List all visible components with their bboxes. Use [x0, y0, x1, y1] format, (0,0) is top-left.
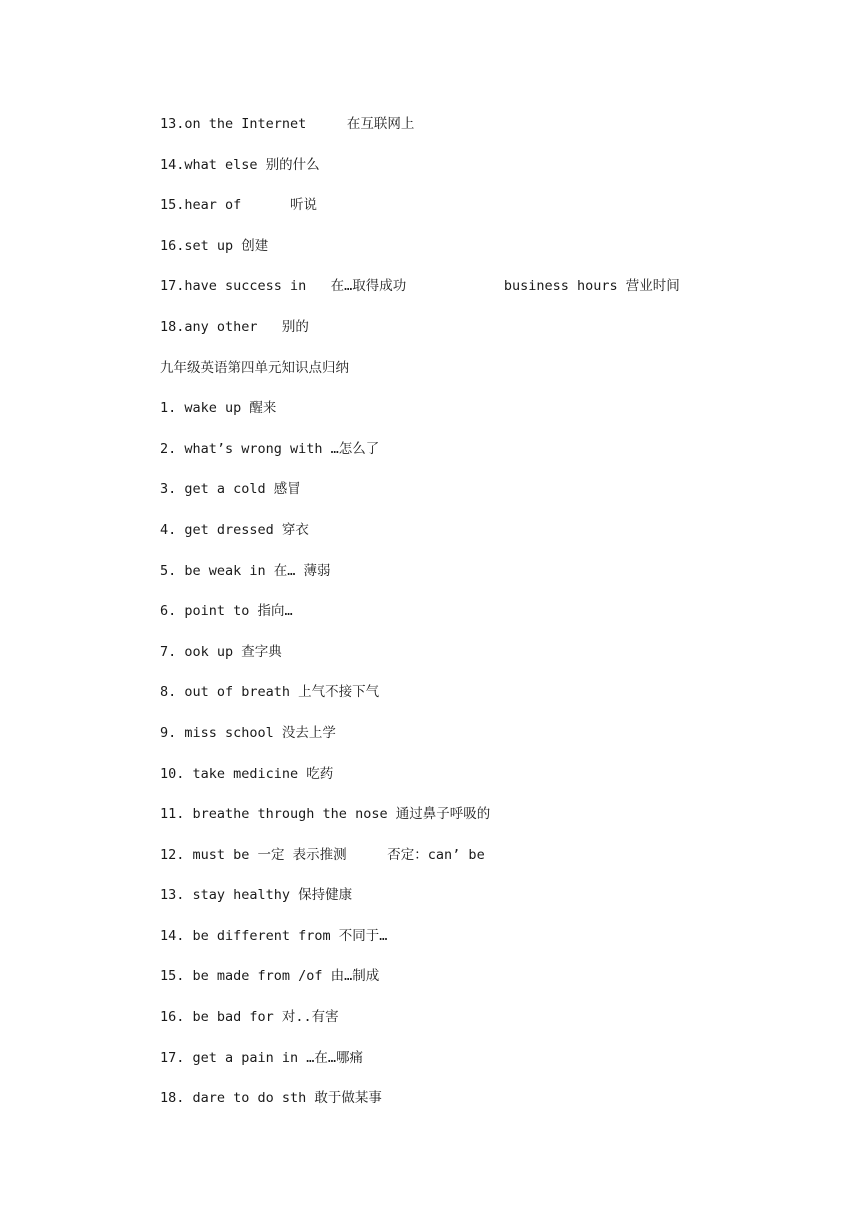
section-heading: 九年级英语第四单元知识点归纳: [160, 359, 349, 376]
list-item: 8. out of breath 上气不接下气: [160, 684, 380, 701]
list-item: 5. be weak in 在… 薄弱: [160, 562, 331, 579]
list-item: 6. point to 指向…: [160, 603, 293, 620]
list-item: 14.what else 别的什么: [160, 156, 320, 173]
list-item: 10. take medicine 吃药: [160, 765, 334, 782]
list-item: 2. what’s wrong with …怎么了: [160, 440, 380, 457]
list-item: 17. get a pain in …在…哪痛: [160, 1049, 364, 1066]
list-item: 18. dare to do sth 敢于做某事: [160, 1090, 382, 1107]
list-item: 13. stay healthy 保持健康: [160, 887, 353, 904]
list-item: 7. ook up 查字典: [160, 643, 282, 660]
list-item: 13.on the Internet 在互联网上: [160, 116, 415, 132]
list-item: 15.hear of 听说: [160, 197, 318, 214]
list-item: 9. miss school 没去上学: [160, 724, 336, 741]
list-item: 18.any other 别的: [160, 318, 309, 335]
list-item: 17.have success in 在…取得成功 business hours 营业时间: [160, 278, 680, 295]
list-item: 16. be bad for 对..有害: [160, 1009, 339, 1026]
list-item: 4. get dressed 穿衣: [160, 521, 309, 538]
list-item: 11. breathe through the nose 通过鼻子呼吸的: [160, 806, 491, 823]
list-item: 1. wake up 醒来: [160, 400, 277, 417]
list-item: 14. be different from 不同于…: [160, 927, 388, 944]
list-item: 12. must be 一定 表示推测 否定：can’ be: [160, 846, 485, 863]
list-item: 16.set up 创建: [160, 237, 269, 254]
list-item: 3. get a cold 感冒: [160, 481, 301, 498]
list-item: 15. be made from /of 由…制成: [160, 968, 380, 985]
vocabulary-list: [160, 114, 780, 1129]
